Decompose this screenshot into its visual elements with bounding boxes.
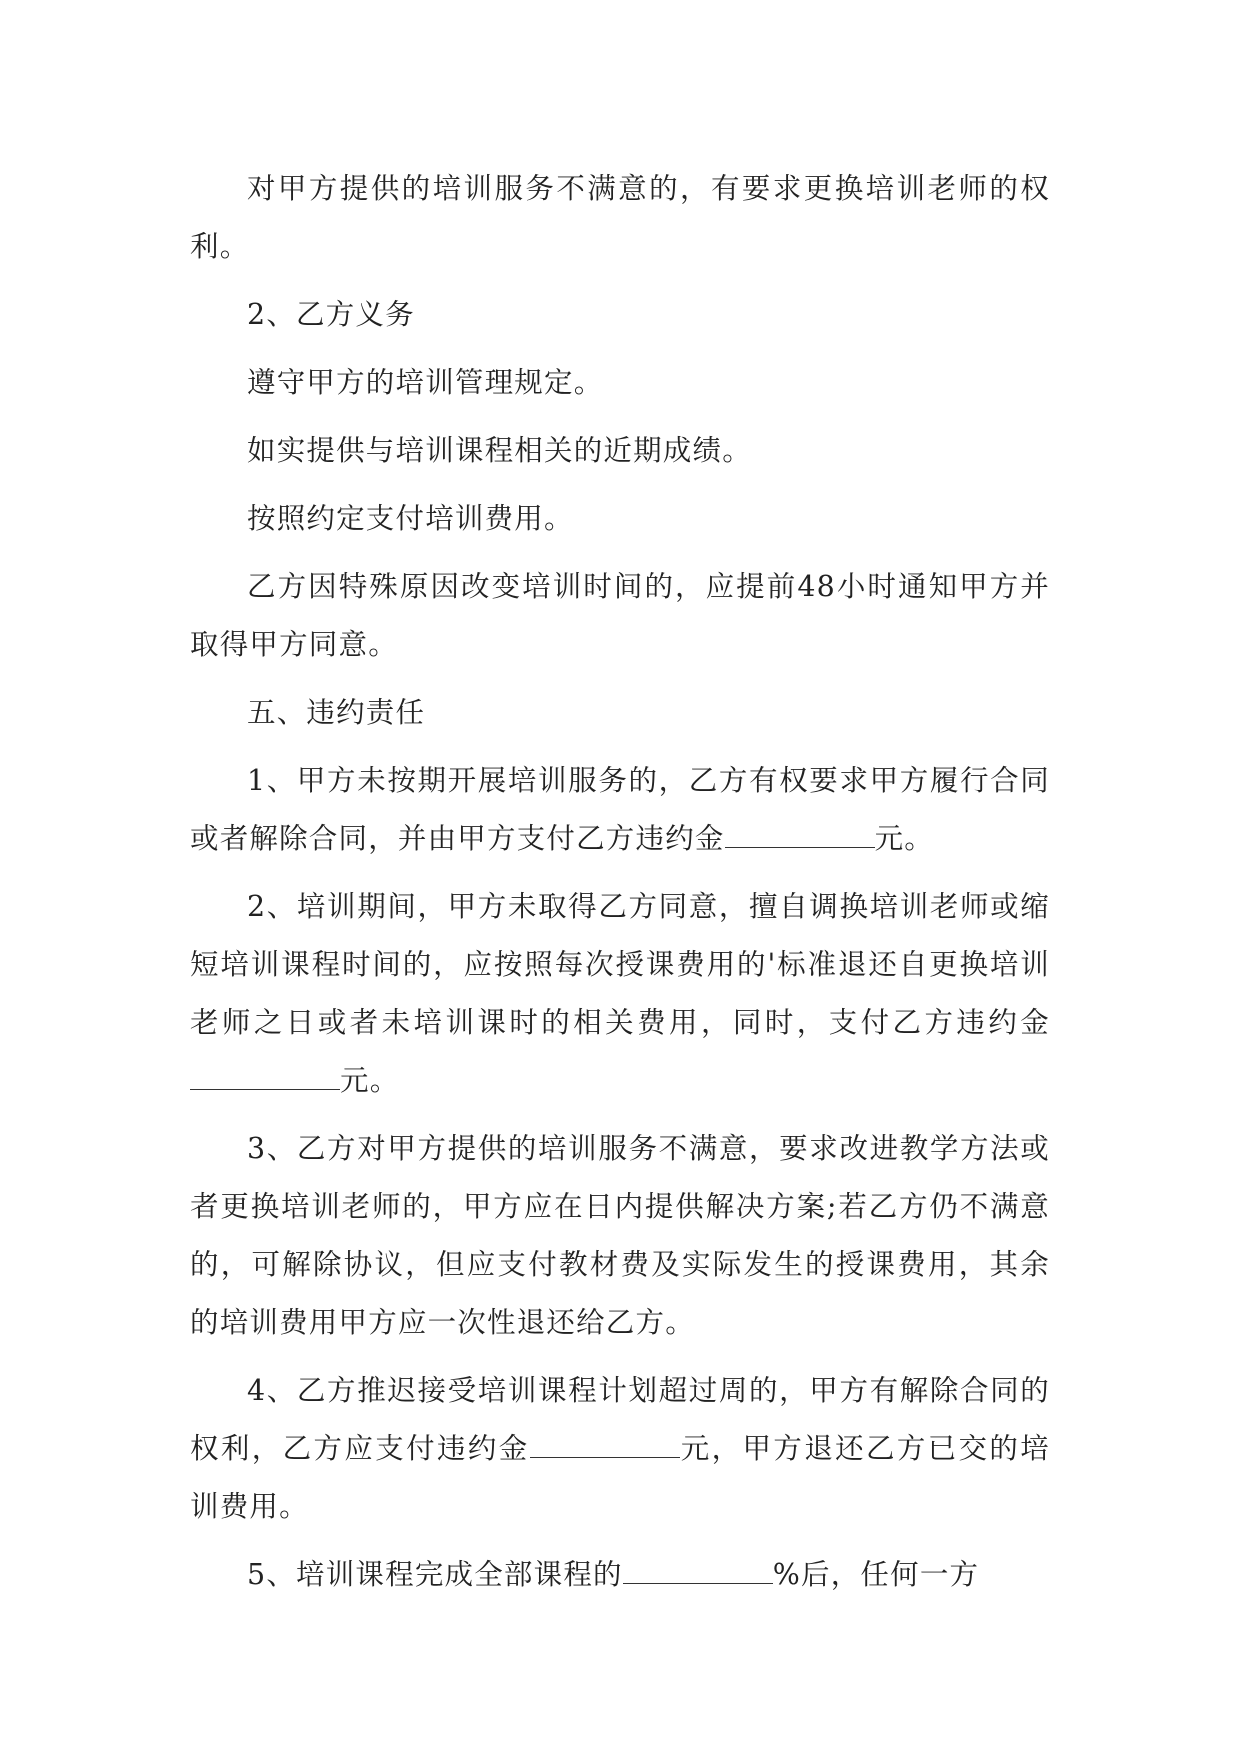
paragraph-breach-2-tail: 元。 (340, 1064, 400, 1097)
paragraph-5: 按照约定支付培训费用。 (247, 502, 574, 535)
document-body (190, 160, 1050, 1614)
paragraph-breach-1-text: 1、甲方未按期开展培训服务的，乙方有权要求甲方履行合同或者解除合同，并由甲方支付乙方违约金 (190, 764, 1050, 855)
paragraph-breach-4 (190, 1362, 1050, 1536)
section-heading-breach: 五、违约责任 (247, 696, 426, 729)
paragraph-3: 遵守甲方的培训管理规定。 (247, 366, 604, 399)
fill-blank (530, 1429, 680, 1458)
paragraph-breach-5-tail: %后，任何一方 (772, 1558, 980, 1591)
paragraph-breach-4-text: 4、乙方推迟接受培训课程计划超过周的，甲方有解除合同的权利，乙方应支付违约金 (190, 1374, 1050, 1465)
fill-blank (190, 1061, 340, 1090)
paragraph-6: 乙方因特殊原因改变培训时间的，应提前48小时通知甲方并取得甲方同意。 (190, 570, 1050, 661)
paragraph-1: 对甲方提供的培训服务不满意的，有要求更换培训老师的权利。 (190, 172, 1050, 263)
paragraph-4: 如实提供与培训课程相关的近期成绩。 (247, 434, 752, 467)
paragraph-breach-5 (190, 1546, 1050, 1604)
paragraph-breach-5-text: 5、培训课程完成全部课程的 (247, 1558, 623, 1591)
fill-blank (623, 1555, 773, 1584)
paragraph-breach-3: 3、乙方对甲方提供的培训服务不满意，要求改进教学方法或者更换培训老师的，甲方应在日内提供解决方案;若乙方仍不满意的，可解除协议，但应支付教材费及实际发生的授课费用，其余的培训费用甲方应一次性退还给乙方。 (190, 1132, 1050, 1339)
paragraph-breach-4-tail: 元，甲方退还乙方已交的培训费用。 (190, 1432, 1050, 1523)
paragraph-2: 2、乙方义务 (247, 298, 415, 331)
paragraph-breach-2-text: 2、培训期间，甲方未取得乙方同意，擅自调换培训老师或缩短培训课程时间的，应按照每次授课费用的'标准退还自更换培训老师之日或者未培训课时的相关费用，同时，支付乙方违约金 (190, 890, 1050, 1039)
fill-blank (725, 819, 875, 848)
paragraph-breach-2 (190, 878, 1050, 1110)
paragraph-breach-1 (190, 752, 1050, 868)
paragraph-breach-1-tail: 元。 (874, 822, 935, 855)
